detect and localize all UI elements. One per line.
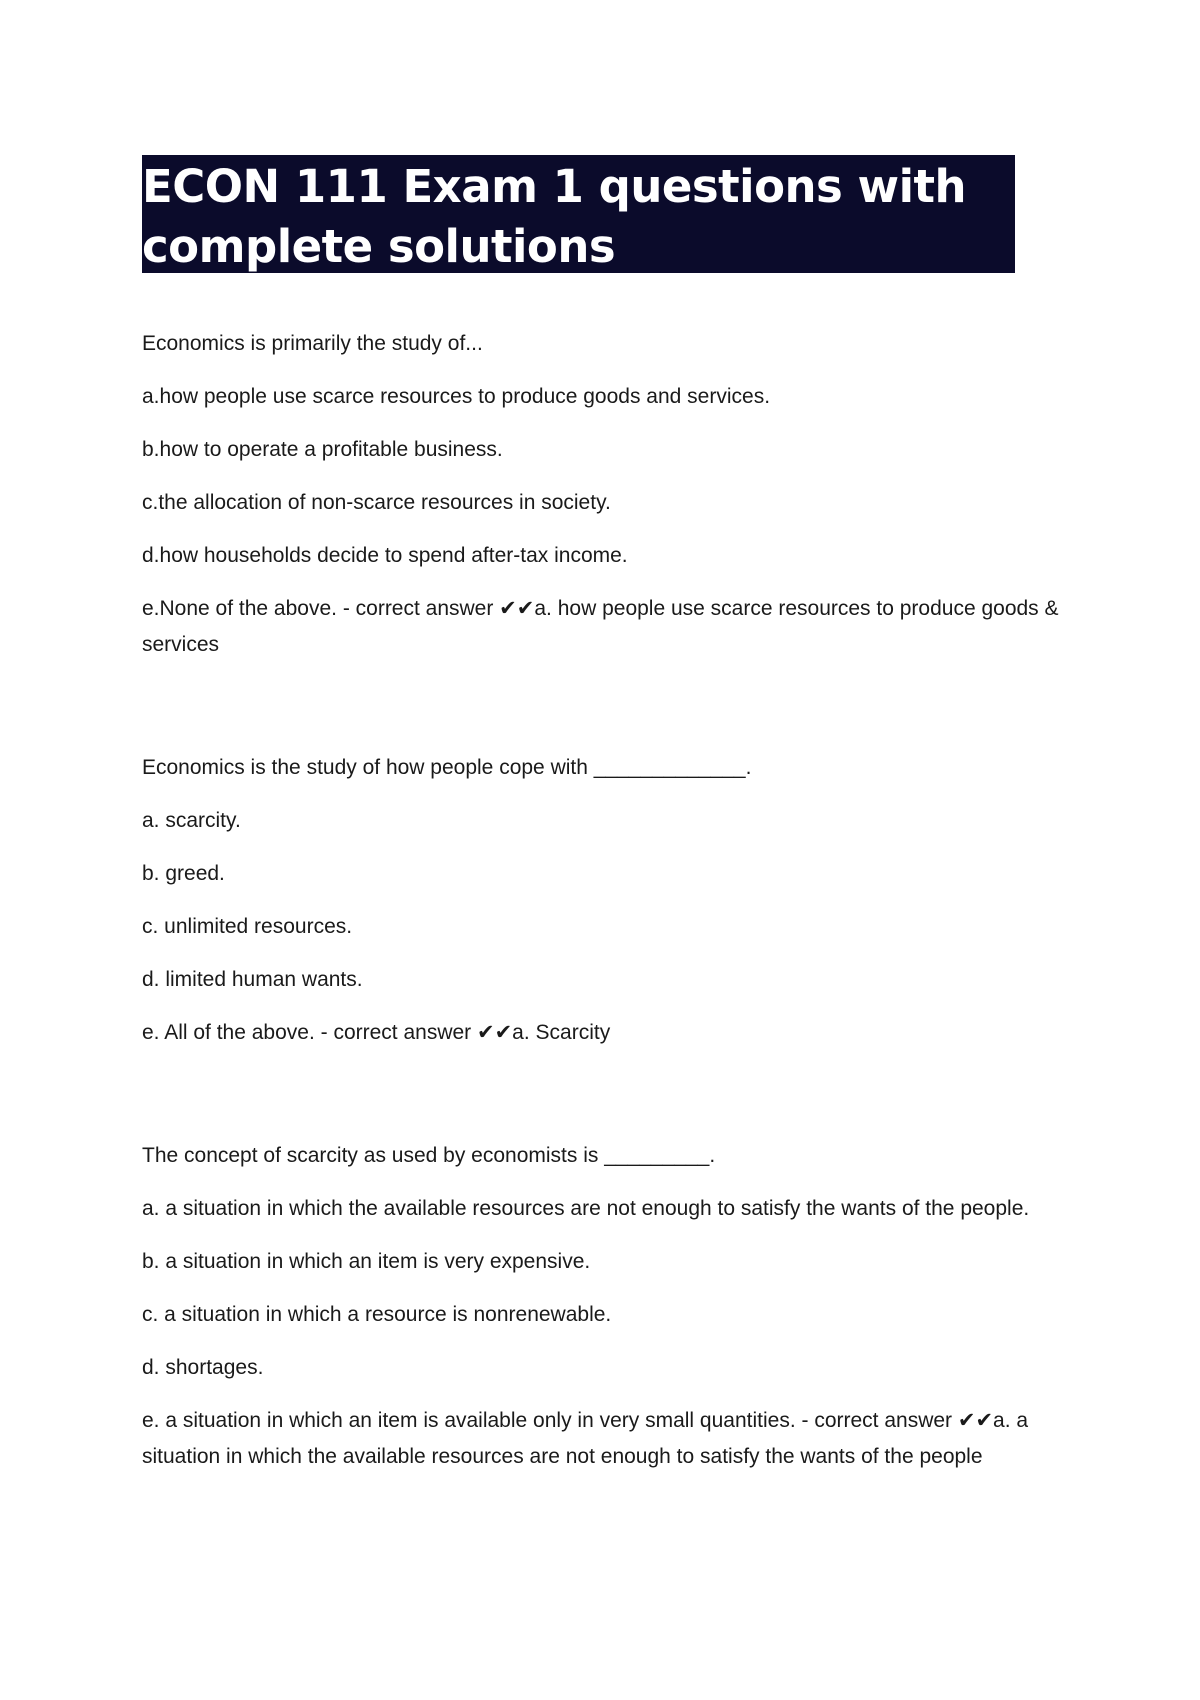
answer-option-a: a. a situation in which the available resources are not enough to satisfy the wants of the people. bbox=[142, 1197, 1030, 1220]
question-block-2 bbox=[142, 750, 1062, 1051]
section-spacer bbox=[142, 680, 1062, 750]
answer-option-e-with-solution: e.None of the above. - correct answer ✔✔a. how people use scarce resources to produce goods & services bbox=[142, 597, 1059, 656]
answer-option-d: d. limited human wants. bbox=[142, 968, 363, 991]
answer-option-c: c. a situation in which a resource is nonrenewable. bbox=[142, 1303, 612, 1326]
question-block-3 bbox=[142, 1138, 1062, 1475]
answer-option-a: a.how people use scarce resources to produce goods and services. bbox=[142, 385, 771, 408]
section-spacer bbox=[142, 1068, 1062, 1138]
answer-option-b: b. a situation in which an item is very expensive. bbox=[142, 1250, 591, 1273]
document-title-line-1: ECON 111 Exam 1 questions with bbox=[142, 160, 967, 213]
answer-option-b: b.how to operate a profitable business. bbox=[142, 438, 503, 461]
answer-option-d: d.how households decide to spend after-tax income. bbox=[142, 544, 628, 567]
answer-option-b: b. greed. bbox=[142, 862, 225, 885]
question-prompt: Economics is the study of how people cope with _____________. bbox=[142, 756, 752, 779]
answer-option-c: c. unlimited resources. bbox=[142, 915, 353, 938]
answer-option-d: d. shortages. bbox=[142, 1356, 264, 1379]
question-block-1 bbox=[142, 326, 1062, 663]
document-body bbox=[142, 326, 1062, 1492]
document-title-banner bbox=[142, 155, 1015, 273]
answer-option-a: a. scarcity. bbox=[142, 809, 241, 832]
question-prompt: The concept of scarcity as used by economists is _________. bbox=[142, 1144, 716, 1167]
question-prompt: Economics is primarily the study of... bbox=[142, 332, 483, 355]
answer-option-e-with-solution: e. a situation in which an item is available only in very small quantities. - correct answer ✔✔a. a situation in which the available resources are not enough to satisfy the wants of the people bbox=[142, 1409, 1029, 1468]
answer-option-e-with-solution: e. All of the above. - correct answer ✔✔a. Scarcity bbox=[142, 1021, 611, 1044]
document-title-line-2: complete solutions bbox=[142, 220, 616, 273]
answer-option-c: c.the allocation of non-scarce resources in society. bbox=[142, 491, 611, 514]
